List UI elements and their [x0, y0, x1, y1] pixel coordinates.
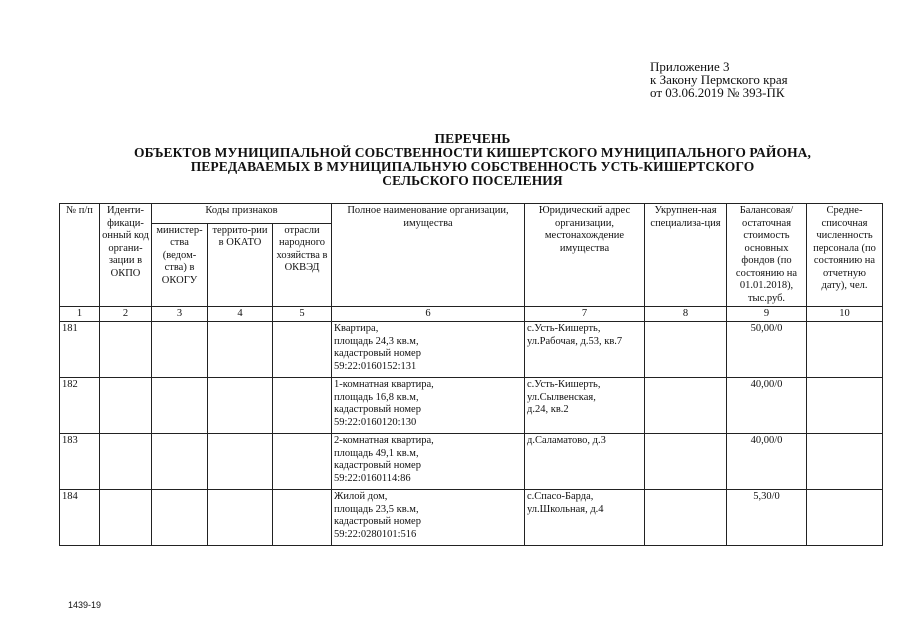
row-number: 181: [60, 322, 100, 378]
name-line: кадастровый номер: [334, 460, 421, 471]
okato-cell: [208, 434, 273, 490]
okogu-cell: [152, 490, 208, 546]
okato-cell: [208, 490, 273, 546]
title-line: ПЕРЕДАВАЕМЫХ В МУНИЦИПАЛЬНУЮ СОБСТВЕННОСТЬ УСТЬ-КИШЕРТСКОГО: [190, 159, 755, 174]
staff-cell: [807, 434, 883, 490]
okved-cell: [273, 378, 332, 434]
name-line: кадастровый номер: [334, 516, 421, 527]
header-specialization: Укрупнен-ная специализа-ция: [645, 204, 727, 307]
column-number: 4: [208, 307, 273, 322]
header-okpo: Иденти-фикаци-онный код органи-зации в ОКПО: [100, 204, 152, 307]
header-okved: отрасли народного хозяйства в ОКВЭД: [273, 223, 332, 306]
column-number: 2: [100, 307, 152, 322]
balance-cell: 40,00/0: [727, 434, 807, 490]
column-number: 7: [525, 307, 645, 322]
specialization-cell: [645, 434, 727, 490]
name-line: кадастровый номер: [334, 404, 421, 415]
document-code: 1439-19: [68, 600, 102, 610]
column-number: 1: [60, 307, 100, 322]
row-number: 182: [60, 378, 100, 434]
appendix-line: от 03.06.2019 № 393-ПК: [650, 85, 785, 100]
column-number: 3: [152, 307, 208, 322]
name-line: 59:22:0160120:130: [334, 416, 417, 428]
okved-cell: [273, 434, 332, 490]
name-line: 59:22:0280101:516: [334, 528, 417, 540]
address-line: ул.Школьная, д.4: [527, 503, 604, 515]
name-cell: [332, 378, 525, 434]
balance-cell: 50,00/0: [727, 322, 807, 378]
staff-cell: [807, 378, 883, 434]
column-number: 5: [273, 307, 332, 322]
name-line: площадь 16,8 кв.м,: [334, 391, 419, 403]
title-line: ОБЪЕКТОВ МУНИЦИПАЛЬНОЙ СОБСТВЕННОСТИ КИШЕРТСКОГО МУНИЦИПАЛЬНОГО РАЙОНА,: [133, 145, 812, 160]
staff-cell: [807, 490, 883, 546]
appendix-note: [650, 60, 788, 99]
header-okogu: министер-ства (ведом-ства) в ОКОГУ: [152, 223, 208, 306]
okved-cell: [273, 322, 332, 378]
name-line: площадь 23,5 кв.м,: [334, 503, 419, 515]
name-line: 59:22:0160152:131: [334, 360, 417, 372]
address-line: ул.Рабочая, д.53, кв.7: [527, 335, 623, 347]
name-cell: [332, 490, 525, 546]
specialization-cell: [645, 378, 727, 434]
name-line: 59:22:0160114:86: [334, 472, 411, 484]
property-table: [59, 203, 883, 546]
okved-cell: [273, 490, 332, 546]
appendix-line: Приложение 3: [650, 59, 730, 74]
name-line: площадь 49,1 кв.м,: [334, 447, 419, 459]
okpo-cell: [100, 378, 152, 434]
name-line: Жилой дом,: [334, 491, 388, 502]
okpo-cell: [100, 322, 152, 378]
balance-cell: 5,30/0: [727, 490, 807, 546]
name-line: Квартира,: [334, 323, 379, 334]
title-line: СЕЛЬСКОГО ПОСЕЛЕНИЯ: [382, 173, 563, 188]
header-num: № п/п: [60, 204, 100, 307]
table-row: [60, 490, 883, 546]
header-name: Полное наименование организации, имущества: [332, 204, 525, 307]
header-address: Юридический адрес организации, местонахождение имущества: [525, 204, 645, 307]
address-cell: [525, 378, 645, 434]
address-cell: [525, 490, 645, 546]
okpo-cell: [100, 490, 152, 546]
okogu-cell: [152, 322, 208, 378]
name-line: 2-комнатная квартира,: [334, 435, 434, 446]
column-number-row: [60, 307, 883, 322]
address-cell: [525, 322, 645, 378]
document-title: [40, 132, 905, 188]
okogu-cell: [152, 378, 208, 434]
staff-cell: [807, 322, 883, 378]
name-line: 1-комнатная квартира,: [334, 379, 434, 390]
column-number: 6: [332, 307, 525, 322]
header-codes-group: Коды признаков: [152, 204, 332, 224]
header-staff: Средне-списочная численность персонала (по состоянию на отчетную дату), чел.: [807, 204, 883, 307]
okato-cell: [208, 322, 273, 378]
table-row: [60, 434, 883, 490]
header-balance: Балансовая/ остаточная стоимость основных фондов (по состоянию на 01.01.2018), тыс.руб.: [727, 204, 807, 307]
column-number: 8: [645, 307, 727, 322]
table-row: [60, 322, 883, 378]
table-row: [60, 378, 883, 434]
address-line: ул.Сылвенская,: [527, 391, 596, 403]
name-line: площадь 24,3 кв.м,: [334, 335, 419, 347]
name-cell: [332, 434, 525, 490]
address-line: д.Саламатово, д.3: [527, 435, 606, 446]
header-okato: террито-рии в ОКАТО: [208, 223, 273, 306]
row-number: 183: [60, 434, 100, 490]
address-line: д.24, кв.2: [527, 404, 569, 415]
appendix-line: к Закону Пермского края: [650, 72, 788, 87]
okogu-cell: [152, 434, 208, 490]
balance-cell: 40,00/0: [727, 378, 807, 434]
address-line: с.Усть-Кишерть,: [527, 323, 601, 334]
specialization-cell: [645, 490, 727, 546]
okato-cell: [208, 378, 273, 434]
okpo-cell: [100, 434, 152, 490]
address-line: с.Усть-Кишерть,: [527, 379, 601, 390]
address-cell: [525, 434, 645, 490]
address-line: с.Спасо-Барда,: [527, 491, 594, 502]
row-number: 184: [60, 490, 100, 546]
title-line: ПЕРЕЧЕНЬ: [434, 131, 511, 146]
specialization-cell: [645, 322, 727, 378]
column-number: 9: [727, 307, 807, 322]
column-number: 10: [807, 307, 883, 322]
name-line: кадастровый номер: [334, 348, 421, 359]
name-cell: [332, 322, 525, 378]
